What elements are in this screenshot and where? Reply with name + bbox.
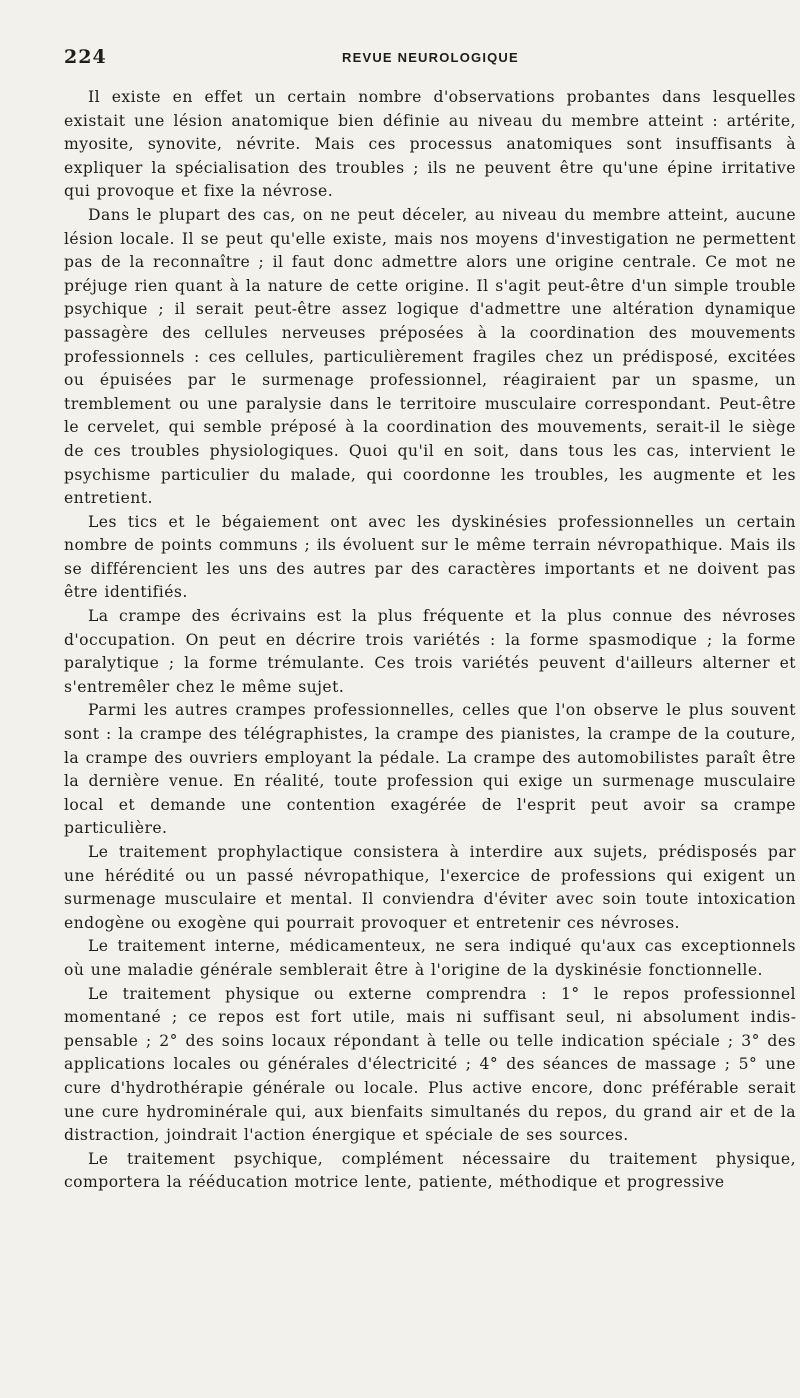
paragraph-crampe-ecrivains: La crampe des écrivains est la plus fréquente et la plus connue des névroses d'occupation. On peut en décrire trois variétés : la forme spasmodique ; la forme paralytique ; la forme trémulante. Ces trois variétés peuvent d'ailleurs alterner et s'entremêler chez le même sujet. bbox=[64, 607, 796, 696]
paragraph-traitement-interne: Le traitement interne, médicamenteux, ne sera indiqué qu'aux cas exceptionnels où une maladie générale semblerait être à l'origine de la dyskinésie fonctionnelle. bbox=[64, 937, 796, 979]
paragraph-traitement-prophylactique: Le traitement prophylactique consistera à interdire aux sujets, prédisposés par une hérédité ou un passé névropathique, l'exercice de professions qui exigent un surmenage musculaire et mental. Il conviendra d'éviter avec soin toute intoxication endogène ou exogène qui pourrait provoquer et entretenir ces névroses. bbox=[64, 843, 796, 932]
page-number: 224 bbox=[64, 46, 107, 68]
paragraph-tics-begaiement: Les tics et le bégaiement ont avec les dyskinésies professionnelles un certain nombre de points communs ; ils évoluent sur le même terrain névropathique. Mais ils se différencient les uns des autres par des caractères importants et ne doivent pas être identifiés. bbox=[64, 512, 796, 602]
paragraph-traitement-psychique: Le traitement psychique, complément nécessaire du traitement physique, comportera la rééducation motrice lente, patiente, méthodique et progressive bbox=[64, 1149, 796, 1192]
paragraph-autres-crampes: Parmi les autres crampes professionnelles, celles que l'on observe le plus souvent sont : la crampe des télégraphistes, la crampe des pianistes, la crampe de la couture, la crampe des ouvriers employant la pédale. La crampe des automobilistes paraît être la dernière venue. En réalité, toute profession qui exige un surmenage musculaire local et demande une contention exagérée de l'esprit peut avoir sa crampe particulière. bbox=[64, 701, 796, 838]
paragraph-lesion-anatomique: Il existe en effet un certain nombre d'observations probantes dans lesquelles existait une lésion anatomique bien définie au niveau du membre atteint : artérite, myosite, synovite, névrite. Mais ces processus anatomiques sont insuffisants à expliquer la spécialisation des troubles ; ils ne peuvent être qu'une épine irritative qui provoque et fixe la névrose. bbox=[64, 88, 796, 201]
paragraph-origine-centrale: Dans le plupart des cas, on ne peut déceler, au niveau du membre atteint, aucune lésion locale. Il se peut qu'elle existe, mais nos moyens d'investigation ne permettent pas de la reconnaître ; il faut donc admettre alors une origine centrale. Ce mot ne préjuge rien quant à la nature de cette origine. Il s'agit peut-être d'un simple trouble psychique ; il serait peut-être assez logique d'admettre une altération dynamique passagère des cellules nerveuses préposées à la coordination des mouvements professionnels : ces cellules, particulièrement fragiles chez un prédisposé, excitées ou épuisées par le surmenage professionnel, réagiraient par un spasme, un tremblement ou une paralysie dans le territoire musculaire correspondant. Peut-être le cervelet, qui semble préposé à la coordination des mouvements, serait-il le siège de ces troubles physiologiques. Quoi qu'il en soit, dans tous les cas, intervient le psychisme particulier du malade, qui coordonne les troubles, les augmente et les entretient. bbox=[64, 205, 796, 508]
page-header bbox=[64, 40, 796, 86]
paragraph-traitement-physique: Le traitement physique ou externe comprendra : 1° le repos professionnel momentané ; ce repos est fort utile, mais ni suffisant seul, ni absolument indispensable ; 2° des soins locaux répondant à telle ou telle indication spéciale ; 3° des applications locales ou générales d'électricité ; 4° des séances de massage ; 5° une cure d'hydrothérapie générale ou locale. Plus active encore, donc préférable serait une cure hydrominérale qui, aux bienfaits simultanés du repos, du grand air et de la distraction, joindrait l'action énergique et spéciale de ses sources. bbox=[64, 984, 796, 1145]
body-text bbox=[64, 86, 796, 1195]
running-title: REVUE NEUROLOGIQUE bbox=[342, 50, 519, 65]
